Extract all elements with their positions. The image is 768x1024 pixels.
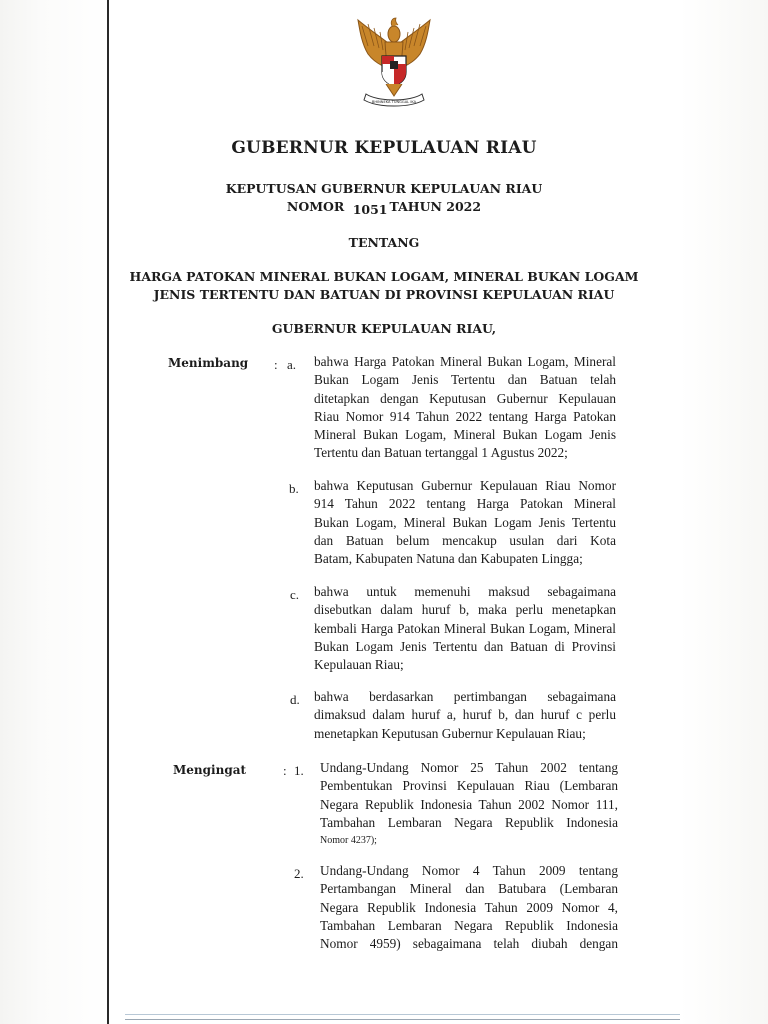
text-line: Negara Republik Indonesia Tahun 2009 Nomor 4,	[320, 899, 618, 915]
text-line: Tambahan Lembaran Negara Republik Indonesia	[320, 814, 618, 830]
item-number: 1.	[294, 763, 304, 778]
text-line: bahwa berdasarkan pertimbangan sebagaimana	[314, 689, 616, 704]
text-line: dimaksud dalam huruf a, huruf b, dan huruf c perlu	[314, 707, 616, 723]
svg-text:BHINNEKA TUNGGAL IKA: BHINNEKA TUNGGAL IKA	[371, 100, 417, 104]
text-line: Batam, Kabupaten Natuna dan Kabupaten Lingga;	[314, 551, 583, 567]
menimbang-item-c	[314, 583, 616, 674]
decree-number-line	[0, 199, 768, 217]
tentang-heading: TENTANG	[348, 235, 420, 250]
mengingat-item-2	[320, 862, 618, 953]
office-title: GUBERNUR KEPULAUAN RIAU	[231, 138, 537, 158]
text-line: Undang-Undang Nomor 25 Tahun 2002 tentang	[320, 760, 618, 775]
mengingat-colon: :	[283, 763, 287, 778]
item-letter: a.	[287, 357, 297, 372]
issuer-heading: GUBERNUR KEPULAUAN RIAU,	[271, 321, 497, 336]
text-line: disebutkan dalam huruf b, maka perlu menetapkan	[314, 602, 616, 618]
text-line: bahwa untuk memenuhi maksud sebagaimana	[314, 584, 616, 599]
text-line: ditetapkan dengan Keputusan Gubernur Kepulauan	[314, 390, 616, 406]
bottom-divider	[125, 1014, 680, 1015]
text-line: Tertentu dan Batuan tertanggal 1 Agustus 2022;	[314, 445, 568, 461]
tahun-label: TAHUN 2022	[389, 199, 482, 214]
menimbang-item-d	[314, 688, 616, 743]
decree-type: KEPUTUSAN GUBERNUR KEPULAUAN RIAU	[225, 181, 543, 196]
text-line: Riau Nomor 914 Tahun 2022 tentang Harga Patokan	[314, 408, 616, 424]
text-line: Mineral Bukan Logam, Mineral Bukan Logam Jenis	[314, 427, 616, 443]
text-line: Nomor 4959) sebagaimana telah diubah dengan	[320, 936, 618, 952]
garuda-emblem-icon	[352, 16, 436, 110]
bottom-divider	[125, 1019, 680, 1020]
mengingat-item-1	[320, 759, 618, 850]
item-letter: d.	[290, 692, 300, 707]
text-line: Negara Republik Indonesia Tahun 2002 Nomor 111,	[320, 796, 618, 812]
text-line: Bukan Logam Jenis Tertentu dan Batuan telah	[314, 372, 616, 388]
text-line: bahwa Keputusan Gubernur Kepulauan Riau Nomor	[314, 478, 616, 493]
text-line: Kepulauan Riau;	[314, 657, 404, 673]
text-line: bahwa Harga Patokan Mineral Bukan Logam, Mineral	[314, 354, 616, 369]
item-letter: c.	[290, 587, 300, 602]
subject-line-2: JENIS TERTENTU DAN BATUAN DI PROVINSI KEPULAUAN RIAU	[153, 287, 615, 302]
menimbang-label: Menimbang	[168, 356, 249, 370]
text-line: menetapkan Keputusan Gubernur Kepulauan Riau;	[314, 725, 586, 741]
text-line: dan Batuan belum mencakup usulan dari Kota	[314, 532, 616, 548]
text-line: Tambahan Lembaran Negara Republik Indonesia	[320, 917, 618, 933]
text-line: Bukan Logam, Mineral Bukan Logam Jenis Tertentu	[314, 514, 616, 530]
menimbang-item-a	[314, 353, 616, 463]
text-line: Undang-Undang Nomor 4 Tahun 2009 tentang	[320, 863, 618, 878]
text-line: Bukan Logam Jenis Tertentu dan Batuan di Provinsi	[314, 638, 616, 654]
subject-line-1: HARGA PATOKAN MINERAL BUKAN LOGAM, MINERAL BUKAN LOGAM	[129, 269, 639, 284]
item-number: 2.	[294, 866, 304, 881]
text-line: Pembentukan Provinsi Kepulauan Riau (Lembaran	[320, 778, 618, 794]
menimbang-item-b	[314, 477, 616, 568]
menimbang-colon: :	[274, 357, 278, 372]
nomor-label: NOMOR	[286, 199, 345, 214]
text-line: Pertambangan Mineral dan Batubara (Lembaran	[320, 881, 618, 897]
text-line: Nomor 4237);	[320, 835, 377, 847]
item-letter: b.	[289, 481, 299, 496]
nomor-value: 1051	[352, 202, 388, 217]
mengingat-label: Mengingat	[173, 763, 247, 777]
text-line: kembali Harga Patokan Mineral Bukan Logam, Mineral	[314, 620, 616, 636]
text-line: 914 Tahun 2022 tentang Harga Patokan Mineral	[314, 496, 616, 512]
